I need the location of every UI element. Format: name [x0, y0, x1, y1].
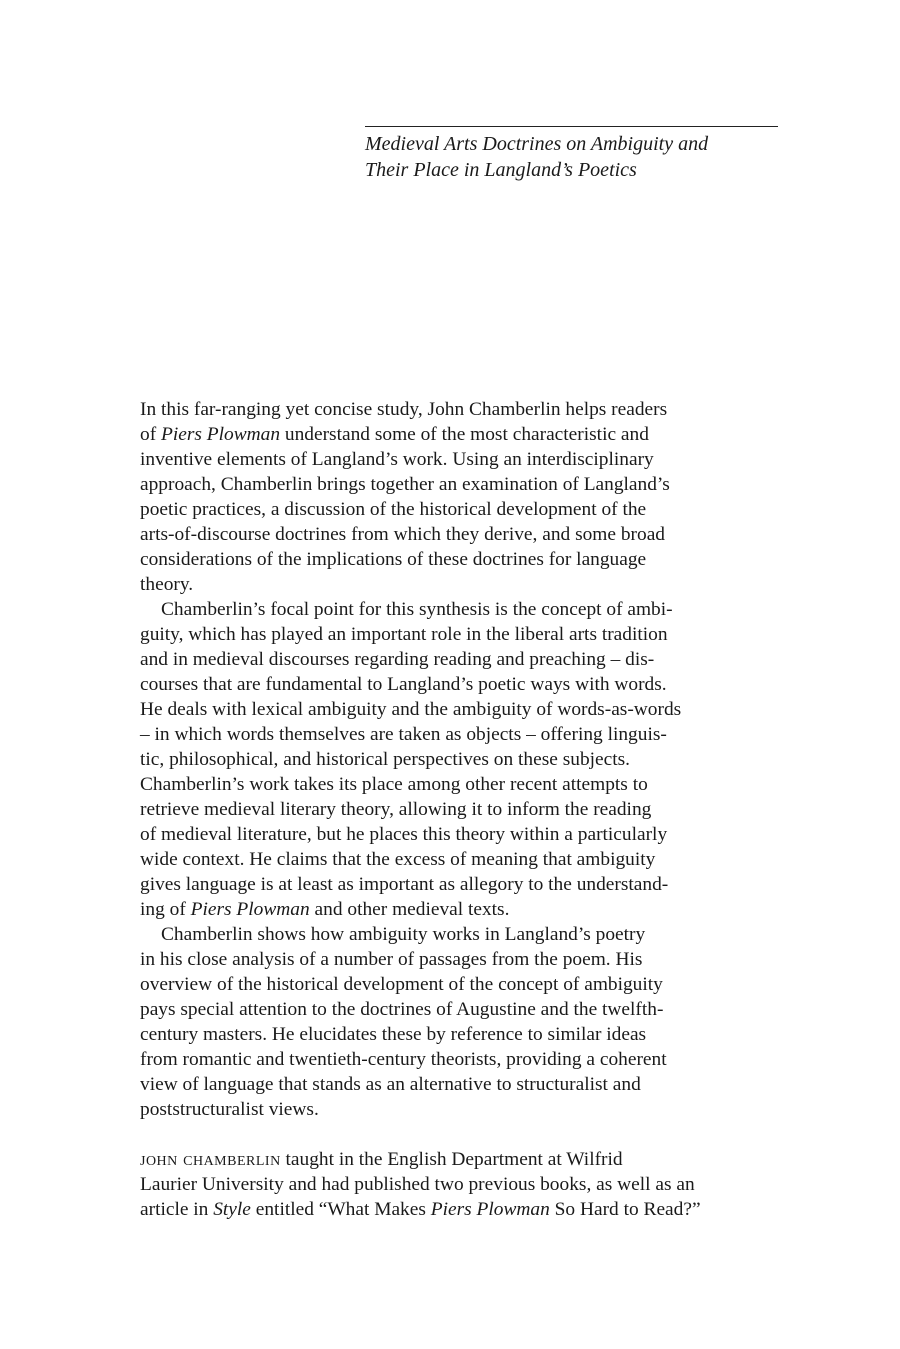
text-line: of medieval literature, but he places this theory within a particularly	[140, 824, 668, 845]
text-line: Laurier University and had published two previous books, as well as an	[140, 1174, 695, 1195]
paragraph-2	[140, 597, 780, 922]
text-line: and in medieval discourses regarding reading and preaching – dis-	[140, 649, 655, 670]
text-line: century masters. He elucidates these by reference to similar ideas	[140, 1024, 647, 1045]
text-line: guity, which has played an important role in the liberal arts tradition	[140, 624, 668, 645]
text-line: poetic practices, a discussion of the historical development of the	[140, 499, 647, 520]
text-line: view of language that stands as an alternative to structuralist and	[140, 1074, 641, 1095]
text-line: In this far-ranging yet concise study, John Chamberlin helps readers	[140, 399, 668, 420]
author-name: john chamberlin	[140, 1149, 281, 1170]
text-line: inventive elements of Langland’s work. Using an interdisciplinary	[140, 449, 654, 470]
book-title: Piers Plowman	[430, 1199, 550, 1220]
title-line-1: Medieval Arts Doctrines on Ambiguity and	[365, 133, 709, 155]
text-line: Chamberlin’s work takes its place among other recent attempts to	[140, 774, 648, 795]
author-bio	[140, 1147, 780, 1222]
text-line: in his close analysis of a number of passages from the poem. His	[140, 949, 643, 970]
text-line: arts-of-discourse doctrines from which they derive, and some broad	[140, 524, 665, 545]
title-line-2: Their Place in Langland’s Poetics	[365, 159, 637, 181]
text-line: theory.	[140, 574, 194, 595]
text-line: considerations of the implications of these doctrines for language	[140, 549, 647, 570]
text-line: ing of Piers Plowman and other medieval texts.	[140, 899, 510, 920]
text-line: tic, philosophical, and historical perspectives on these subjects.	[140, 749, 631, 770]
text-line: Chamberlin’s focal point for this synthesis is the concept of ambi-	[161, 599, 673, 620]
title-block	[365, 126, 778, 183]
text-line: courses that are fundamental to Langland’s poetic ways with words.	[140, 674, 667, 695]
paragraph-1	[140, 397, 780, 597]
spacer	[140, 1122, 780, 1147]
text-line: Chamberlin shows how ambiguity works in Langland’s poetry	[161, 924, 646, 945]
text-line: poststructuralist views.	[140, 1099, 319, 1120]
text-line: – in which words themselves are taken as objects – offering linguis-	[140, 724, 667, 745]
paragraph-3	[140, 922, 780, 1122]
text-line: of Piers Plowman understand some of the most characteristic and	[140, 424, 649, 445]
blurb-text	[140, 397, 780, 1222]
journal-title: Style	[213, 1199, 251, 1220]
book-title: Piers Plowman	[161, 424, 281, 445]
text-line: wide context. He claims that the excess of meaning that ambiguity	[140, 849, 656, 870]
text-line: He deals with lexical ambiguity and the ambiguity of words-as-words	[140, 699, 682, 720]
text-line: overview of the historical development of the concept of ambiguity	[140, 974, 663, 995]
text-line: gives language is at least as important as allegory to the understand-	[140, 874, 669, 895]
text-line: pays special attention to the doctrines of Augustine and the twelfth-	[140, 999, 664, 1020]
text-line: john chamberlin taught in the English Department at Wilfrid	[140, 1149, 623, 1170]
text-line: approach, Chamberlin brings together an examination of Langland’s	[140, 474, 670, 495]
text-line: article in Style entitled “What Makes Piers Plowman So Hard to Read?”	[140, 1199, 701, 1220]
text-line: retrieve medieval literary theory, allowing it to inform the reading	[140, 799, 652, 820]
text-line: from romantic and twentieth-century theorists, providing a coherent	[140, 1049, 667, 1070]
book-title: Piers Plowman	[190, 899, 310, 920]
